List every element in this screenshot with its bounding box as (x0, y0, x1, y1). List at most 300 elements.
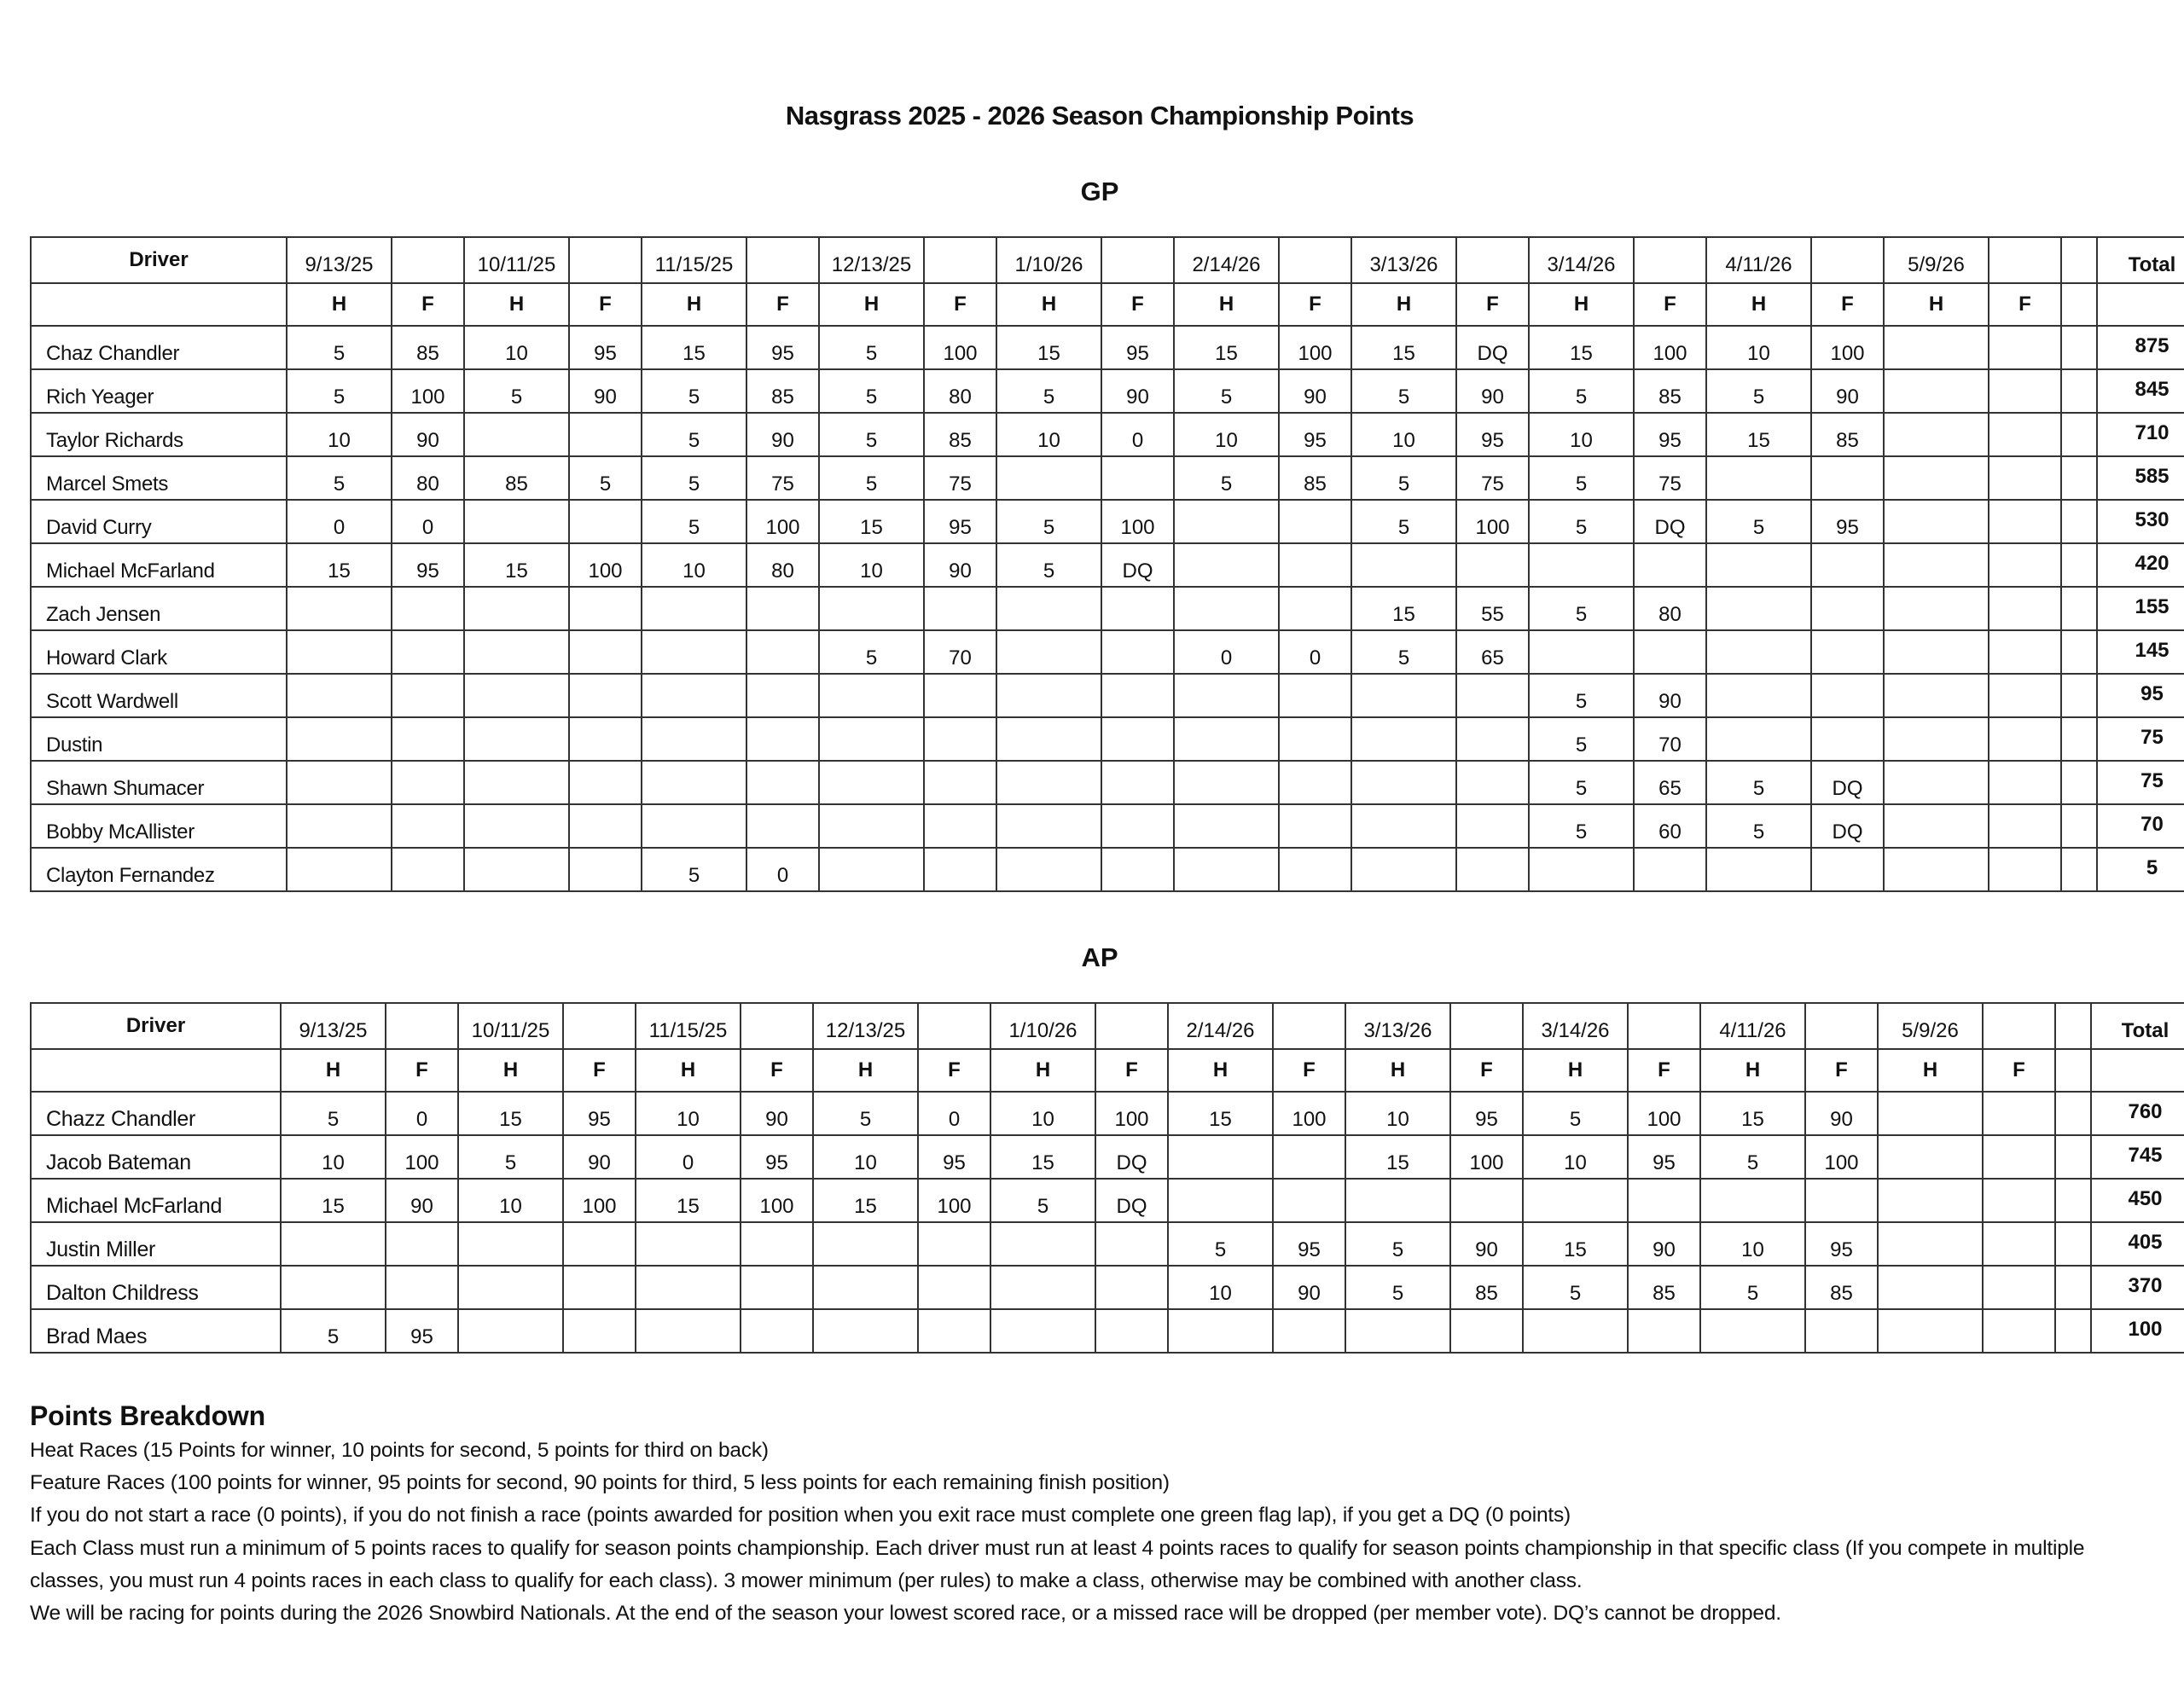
total-column-header: Total (2091, 1003, 2184, 1049)
heat-score-cell: 10 (458, 1179, 563, 1222)
heat-score-cell: 5 (1706, 761, 1811, 804)
heat-score-cell (1168, 1179, 1273, 1222)
breakdown-line-qualify: Each Class must run a minimum of 5 points races to qualify for season points championship. Each driver must run at least 4 points races to qualify for season points championship in that specific class (If you compete in multiple classes, you must run 4 points races in each class to qualify for each class). 3 mower minimum (per rules) to make a class, otherwise may be combined with another class. (30, 1536, 2085, 1592)
heat-score-cell: 5 (1523, 1092, 1628, 1135)
empty-header-cell (1456, 237, 1529, 283)
total-points: 370 (2091, 1266, 2184, 1309)
driver-column-header: Driver (31, 1003, 281, 1049)
driver-row (31, 1309, 2184, 1353)
heat-score-cell (281, 1266, 386, 1309)
heat-score-cell (996, 630, 1101, 674)
heat-score-cell: 5 (464, 369, 569, 413)
heat-score-cell (1700, 1179, 1805, 1222)
heat-score-cell: 5 (996, 500, 1101, 543)
heat-feature-header-row (31, 1049, 2184, 1092)
feature-score-cell (924, 674, 996, 717)
heat-score-cell: 5 (1700, 1135, 1805, 1179)
heat-score-cell (636, 1266, 741, 1309)
heat-score-cell: 5 (642, 500, 746, 543)
heat-score-cell: 5 (1351, 369, 1456, 413)
feature-score-cell (569, 804, 642, 848)
heat-score-cell (1351, 674, 1456, 717)
heat-score-cell (1884, 413, 1989, 456)
heat-score-cell (458, 1266, 563, 1309)
heat-score-cell: 5 (1700, 1266, 1805, 1309)
race-date-header: 2/14/26 (1168, 1003, 1273, 1049)
spacer-cell (2061, 587, 2097, 630)
feature-score-cell: 80 (392, 456, 464, 500)
heat-score-cell: 15 (1174, 326, 1279, 369)
heat-score-cell (458, 1222, 563, 1266)
feature-column-header: F (1811, 283, 1884, 326)
feature-score-cell (741, 1266, 813, 1309)
feature-score-cell: 90 (1805, 1092, 1878, 1135)
heat-score-cell: 5 (819, 456, 924, 500)
spacer-cell (2061, 456, 2097, 500)
page-title: Nasgrass 2025 - 2026 Season Championship Points (785, 101, 1414, 130)
feature-score-cell: 85 (392, 326, 464, 369)
heat-score-cell (996, 761, 1101, 804)
feature-score-cell (1279, 500, 1351, 543)
race-date-header: 9/13/25 (281, 1003, 386, 1049)
heat-score-cell (287, 717, 392, 761)
feature-column-header: F (1450, 1049, 1523, 1092)
feature-score-cell (1273, 1309, 1345, 1353)
heat-column-header: H (642, 283, 746, 326)
feature-score-cell: 100 (918, 1179, 990, 1222)
ap-points-table (30, 1002, 2184, 1354)
heat-score-cell: 5 (1529, 804, 1634, 848)
feature-score-cell: 80 (746, 543, 819, 587)
heat-score-cell (287, 804, 392, 848)
feature-score-cell (1095, 1309, 1168, 1353)
empty-header-cell (1811, 237, 1884, 283)
heat-score-cell: 10 (1351, 413, 1456, 456)
feature-score-cell (924, 761, 996, 804)
feature-score-cell: 95 (1101, 326, 1174, 369)
feature-score-cell (1805, 1309, 1878, 1353)
heat-score-cell: 5 (1529, 674, 1634, 717)
feature-score-cell (392, 804, 464, 848)
driver-column-header: Driver (31, 237, 287, 283)
feature-score-cell: 65 (1456, 630, 1529, 674)
feature-score-cell (392, 717, 464, 761)
heat-score-cell (1884, 630, 1989, 674)
driver-name: Dalton Childress (31, 1266, 281, 1309)
heat-score-cell (287, 848, 392, 891)
heat-score-cell: 15 (1529, 326, 1634, 369)
feature-score-cell: 95 (1811, 500, 1884, 543)
heat-column-header: H (1168, 1049, 1273, 1092)
gp-section-label: GP (1080, 177, 1119, 206)
feature-column-header: F (1983, 1049, 2055, 1092)
breakdown-line-feature: Feature Races (100 points for winner, 95 points for second, 90 points for third, 5 less points for each remaining finish position) (30, 1471, 1170, 1495)
feature-score-cell: 100 (569, 543, 642, 587)
feature-score-cell: 100 (1456, 500, 1529, 543)
spacer-cell (2061, 369, 2097, 413)
total-points: 745 (2091, 1135, 2184, 1179)
empty-header-cell (392, 237, 464, 283)
feature-column-header: F (1279, 283, 1351, 326)
feature-score-cell: 100 (1811, 326, 1884, 369)
heat-score-cell (1706, 848, 1811, 891)
empty-header-cell (1628, 1003, 1700, 1049)
feature-score-cell (1811, 848, 1884, 891)
feature-column-header: F (569, 283, 642, 326)
feature-score-cell (392, 674, 464, 717)
heat-score-cell (1884, 804, 1989, 848)
feature-score-cell (1456, 717, 1529, 761)
heat-score-cell (1174, 717, 1279, 761)
heat-score-cell (464, 674, 569, 717)
heat-score-cell (1345, 1309, 1450, 1353)
heat-score-cell (996, 456, 1101, 500)
race-date-header: 10/11/25 (464, 237, 569, 283)
heat-score-cell: 85 (464, 456, 569, 500)
heat-score-cell (813, 1266, 918, 1309)
heat-score-cell (464, 804, 569, 848)
heat-score-cell (1884, 587, 1989, 630)
spacer-cell (2055, 1049, 2091, 1092)
heat-score-cell (1351, 761, 1456, 804)
heat-column-header: H (819, 283, 924, 326)
driver-row (31, 1222, 2184, 1266)
feature-score-cell (569, 413, 642, 456)
feature-score-cell (746, 761, 819, 804)
feature-score-cell (569, 848, 642, 891)
feature-score-cell (1273, 1135, 1345, 1179)
driver-row (31, 848, 2184, 891)
feature-score-cell (1989, 413, 2061, 456)
feature-score-cell: 85 (924, 413, 996, 456)
feature-score-cell: 0 (386, 1092, 458, 1135)
points-breakdown-heading: Points Breakdown (30, 1400, 265, 1431)
heat-score-cell (636, 1222, 741, 1266)
heat-score-cell (1523, 1179, 1628, 1222)
heat-score-cell (1174, 543, 1279, 587)
heat-score-cell: 5 (990, 1179, 1095, 1222)
heat-score-cell: 10 (813, 1135, 918, 1179)
heat-score-cell (287, 630, 392, 674)
feature-score-cell (1279, 587, 1351, 630)
feature-score-cell (1989, 717, 2061, 761)
feature-score-cell: 85 (1811, 413, 1884, 456)
heat-score-cell (1884, 761, 1989, 804)
heat-score-cell: 5 (813, 1092, 918, 1135)
heat-score-cell: 5 (287, 456, 392, 500)
feature-score-cell (1634, 543, 1706, 587)
driver-name: Howard Clark (31, 630, 287, 674)
heat-score-cell: 10 (1529, 413, 1634, 456)
feature-score-cell: 90 (563, 1135, 636, 1179)
heat-score-cell: 10 (281, 1135, 386, 1179)
feature-score-cell (1989, 587, 2061, 630)
feature-score-cell (1989, 369, 2061, 413)
feature-score-cell: 90 (1456, 369, 1529, 413)
spacer-cell (2055, 1266, 2091, 1309)
spacer-cell (2061, 804, 2097, 848)
driver-row (31, 500, 2184, 543)
feature-score-cell (1095, 1222, 1168, 1266)
heat-score-cell (1884, 456, 1989, 500)
feature-score-cell (1456, 761, 1529, 804)
driver-row (31, 413, 2184, 456)
spacer-cell (2061, 237, 2097, 283)
feature-score-cell (1273, 1179, 1345, 1222)
heat-score-cell: 5 (281, 1309, 386, 1353)
heat-score-cell (287, 761, 392, 804)
feature-column-header: F (1101, 283, 1174, 326)
feature-score-cell: 90 (924, 543, 996, 587)
feature-score-cell: 85 (1628, 1266, 1700, 1309)
heat-score-cell (1878, 1266, 1983, 1309)
feature-score-cell (1983, 1266, 2055, 1309)
feature-score-cell (1811, 543, 1884, 587)
empty-header-cell (569, 237, 642, 283)
heat-score-cell: 5 (1706, 369, 1811, 413)
feature-score-cell: 100 (563, 1179, 636, 1222)
empty-header-cell (31, 283, 287, 326)
feature-score-cell: 95 (563, 1092, 636, 1135)
driver-name: Michael McFarland (31, 1179, 281, 1222)
feature-score-cell (569, 587, 642, 630)
driver-row (31, 674, 2184, 717)
feature-score-cell (1628, 1309, 1700, 1353)
heat-score-cell: 10 (1174, 413, 1279, 456)
driver-name: Dustin (31, 717, 287, 761)
feature-score-cell (1989, 326, 2061, 369)
heat-score-cell (819, 804, 924, 848)
feature-score-cell: 75 (1456, 456, 1529, 500)
spacer-cell (2055, 1179, 2091, 1222)
driver-name: Scott Wardwell (31, 674, 287, 717)
feature-score-cell: 95 (1456, 413, 1529, 456)
empty-header-cell (1989, 237, 2061, 283)
race-date-header: 11/15/25 (636, 1003, 741, 1049)
heat-score-cell: 5 (1168, 1222, 1273, 1266)
total-points: 100 (2091, 1309, 2184, 1353)
date-header-row (31, 237, 2184, 283)
feature-score-cell: 85 (746, 369, 819, 413)
feature-score-cell: 100 (741, 1179, 813, 1222)
feature-score-cell (1101, 630, 1174, 674)
feature-score-cell (746, 674, 819, 717)
heat-score-cell (642, 674, 746, 717)
heat-feature-header-row (31, 283, 2184, 326)
feature-score-cell: 75 (746, 456, 819, 500)
feature-score-cell: 95 (1450, 1092, 1523, 1135)
feature-score-cell (741, 1309, 813, 1353)
heat-score-cell (1706, 456, 1811, 500)
feature-score-cell (1989, 630, 2061, 674)
feature-score-cell (1989, 674, 2061, 717)
heat-score-cell (1174, 761, 1279, 804)
spacer-cell (2061, 283, 2097, 326)
feature-score-cell: 85 (1634, 369, 1706, 413)
heat-column-header: H (636, 1049, 741, 1092)
empty-header-cell (563, 1003, 636, 1049)
heat-score-cell (464, 717, 569, 761)
feature-score-cell: DQ (1101, 543, 1174, 587)
driver-name: Chaz Chandler (31, 326, 287, 369)
total-points: 70 (2097, 804, 2184, 848)
total-points: 530 (2097, 500, 2184, 543)
feature-score-cell (741, 1222, 813, 1266)
heat-score-cell: 5 (1529, 456, 1634, 500)
heat-score-cell (1706, 543, 1811, 587)
heat-score-cell (1884, 717, 1989, 761)
heat-score-cell (1706, 674, 1811, 717)
heat-score-cell (1345, 1179, 1450, 1222)
feature-score-cell: 90 (1279, 369, 1351, 413)
feature-score-cell (392, 630, 464, 674)
breakdown-line-snowbird: We will be racing for points during the 2026 Snowbird Nationals. At the end of the season your lowest scored race, or a missed race will be dropped (per member vote). DQ’s cannot be dropped. (30, 1602, 1781, 1626)
heat-score-cell (464, 500, 569, 543)
heat-score-cell (642, 761, 746, 804)
heat-score-cell (1706, 717, 1811, 761)
driver-row (31, 1135, 2184, 1179)
feature-score-cell: 85 (1279, 456, 1351, 500)
breakdown-line-heat: Heat Races (15 Points for winner, 10 points for second, 5 points for third on back) (30, 1439, 769, 1462)
empty-header-cell (918, 1003, 990, 1049)
heat-score-cell: 5 (819, 413, 924, 456)
total-points: 420 (2097, 543, 2184, 587)
driver-row (31, 630, 2184, 674)
heat-score-cell (1174, 674, 1279, 717)
heat-score-cell: 5 (1529, 587, 1634, 630)
empty-header-cell (746, 237, 819, 283)
heat-score-cell (642, 804, 746, 848)
feature-score-cell (1456, 674, 1529, 717)
feature-score-cell (1279, 804, 1351, 848)
race-date-header: 3/13/26 (1345, 1003, 1450, 1049)
gp-points-table (30, 236, 2184, 892)
feature-score-cell: 0 (392, 500, 464, 543)
feature-score-cell (1279, 717, 1351, 761)
heat-score-cell (1884, 369, 1989, 413)
heat-score-cell: 5 (1523, 1266, 1628, 1309)
driver-row (31, 1092, 2184, 1135)
feature-score-cell: 100 (746, 500, 819, 543)
driver-name: Michael McFarland (31, 543, 287, 587)
heat-score-cell: 15 (464, 543, 569, 587)
heat-score-cell: 5 (642, 456, 746, 500)
heat-score-cell: 15 (458, 1092, 563, 1135)
driver-name: Shawn Shumacer (31, 761, 287, 804)
heat-score-cell: 10 (1706, 326, 1811, 369)
heat-score-cell: 5 (1351, 630, 1456, 674)
feature-score-cell (918, 1222, 990, 1266)
feature-score-cell (1983, 1092, 2055, 1135)
feature-score-cell: 95 (386, 1309, 458, 1353)
feature-score-cell (924, 804, 996, 848)
feature-score-cell (1095, 1266, 1168, 1309)
driver-name: Rich Yeager (31, 369, 287, 413)
heat-score-cell: 5 (1529, 717, 1634, 761)
feature-score-cell (1279, 761, 1351, 804)
heat-column-header: H (1700, 1049, 1805, 1092)
heat-score-cell (1351, 717, 1456, 761)
feature-score-cell (1811, 630, 1884, 674)
heat-score-cell (1884, 848, 1989, 891)
race-date-header: 3/13/26 (1351, 237, 1456, 283)
total-points: 155 (2097, 587, 2184, 630)
total-points: 585 (2097, 456, 2184, 500)
heat-score-cell (642, 587, 746, 630)
date-header-row (31, 1003, 2184, 1049)
heat-score-cell (464, 761, 569, 804)
empty-header-cell (1983, 1003, 2055, 1049)
feature-score-cell: 90 (386, 1179, 458, 1222)
feature-score-cell (569, 500, 642, 543)
heat-score-cell: 5 (1351, 500, 1456, 543)
heat-score-cell: 5 (1706, 500, 1811, 543)
heat-score-cell: 15 (1351, 587, 1456, 630)
feature-score-cell (1989, 804, 2061, 848)
feature-score-cell (563, 1222, 636, 1266)
heat-score-cell (996, 717, 1101, 761)
heat-score-cell (1706, 587, 1811, 630)
feature-score-cell (1811, 456, 1884, 500)
feature-score-cell: 95 (1805, 1222, 1878, 1266)
feature-column-header: F (741, 1049, 813, 1092)
heat-score-cell (996, 674, 1101, 717)
heat-score-cell: 5 (642, 369, 746, 413)
empty-header-cell (31, 1049, 281, 1092)
feature-score-cell (569, 761, 642, 804)
feature-score-cell: 90 (392, 413, 464, 456)
empty-header-cell (1450, 1003, 1523, 1049)
feature-score-cell: 100 (1101, 500, 1174, 543)
feature-score-cell: 100 (924, 326, 996, 369)
heat-score-cell (1529, 543, 1634, 587)
feature-score-cell (386, 1222, 458, 1266)
heat-score-cell: 15 (1168, 1092, 1273, 1135)
race-date-header: 1/10/26 (996, 237, 1101, 283)
feature-score-cell (1983, 1222, 2055, 1266)
heat-score-cell: 15 (642, 326, 746, 369)
feature-score-cell: 90 (1634, 674, 1706, 717)
driver-row (31, 326, 2184, 369)
spacer-cell (2061, 630, 2097, 674)
heat-column-header: H (1174, 283, 1279, 326)
empty-header-cell (741, 1003, 813, 1049)
driver-name: Clayton Fernandez (31, 848, 287, 891)
heat-score-cell: 10 (990, 1092, 1095, 1135)
feature-score-cell: 65 (1634, 761, 1706, 804)
feature-score-cell (1101, 804, 1174, 848)
total-points: 450 (2091, 1179, 2184, 1222)
heat-score-cell: 0 (636, 1135, 741, 1179)
feature-score-cell (392, 587, 464, 630)
heat-score-cell: 15 (1700, 1092, 1805, 1135)
race-date-header: 3/14/26 (1523, 1003, 1628, 1049)
heat-score-cell: 10 (819, 543, 924, 587)
heat-score-cell (819, 761, 924, 804)
feature-score-cell (563, 1266, 636, 1309)
driver-row (31, 587, 2184, 630)
spacer-cell (2055, 1003, 2091, 1049)
heat-score-cell (990, 1309, 1095, 1353)
race-date-header: 5/9/26 (1884, 237, 1989, 283)
feature-score-cell: 90 (569, 369, 642, 413)
feature-score-cell (1101, 848, 1174, 891)
heat-score-cell (819, 674, 924, 717)
heat-score-cell (996, 804, 1101, 848)
feature-score-cell (386, 1266, 458, 1309)
feature-score-cell (1989, 500, 2061, 543)
feature-score-cell: 95 (1279, 413, 1351, 456)
